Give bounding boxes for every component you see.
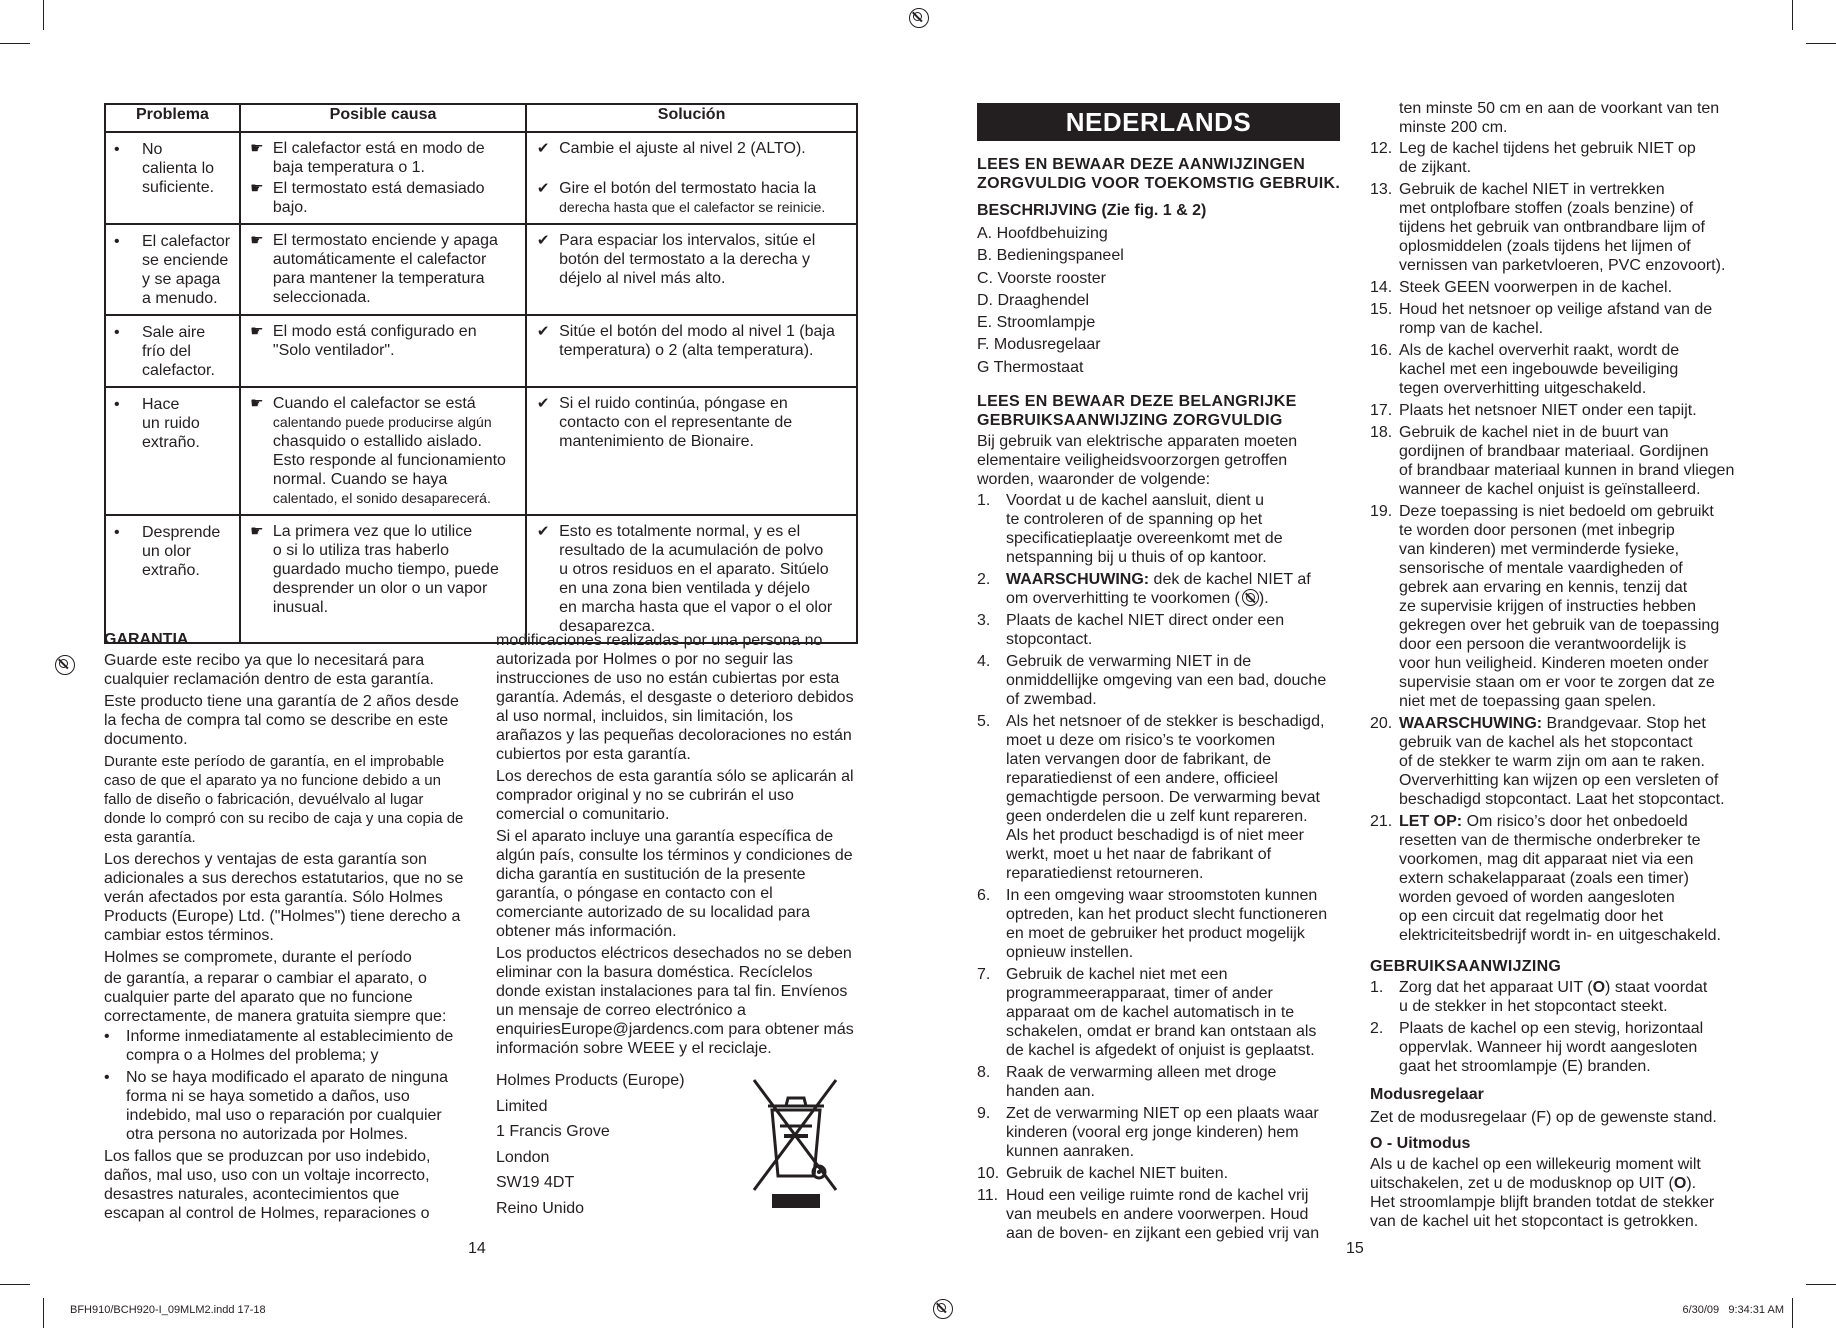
registration-mark-icon <box>909 8 929 28</box>
check-icon: ✔ <box>536 140 550 157</box>
problem-line: a menudo. <box>142 290 218 307</box>
address-line: Reino Unido <box>496 1199 585 1217</box>
table-row <box>105 315 857 387</box>
cause-line: seleccionada. <box>272 289 371 306</box>
item-line: op een circuit dat regelmatig door het <box>1399 908 1664 925</box>
item-line: Als het netsnoer of de stekker is beschadigd, <box>1006 713 1325 731</box>
problem-line: El calefactor <box>142 233 231 250</box>
numbered-item <box>977 886 1345 962</box>
problem-line: se enciende <box>142 252 229 269</box>
check-icon: ✔ <box>536 323 550 340</box>
item-line: schakelen, omdat er brand kan ontstaan als <box>1006 1023 1317 1041</box>
item-line: LET OP: Om risico’s door het onbedoeld <box>1399 813 1688 830</box>
crop-mark <box>43 0 44 30</box>
header-problem: Problema <box>105 104 240 132</box>
description-heading: BESCHRIJVING (Zie fig. 1 & 2) <box>977 202 1207 219</box>
item-number: 19. <box>1370 503 1393 520</box>
language-banner: NEDERLANDS <box>977 103 1340 141</box>
item-line: netspanning bij u thuis of op kantoor. <box>1006 549 1267 567</box>
item-line: Plaats het netsnoer NIET onder een tapijt. <box>1399 402 1697 419</box>
item-number: 4. <box>977 653 991 671</box>
numbered-item <box>1370 714 1740 809</box>
item-line: werkt, moet u het naar de fabrikant of <box>1006 846 1272 864</box>
item-number: 7. <box>977 966 991 984</box>
registration-mark-icon <box>933 1299 953 1319</box>
cause-cell <box>240 515 526 643</box>
cause-line: El termostato está demasiado <box>272 180 485 197</box>
item-line: van meubels en andere voorwerpen. Houd <box>1006 1206 1309 1224</box>
solution-line: temperatura) o 2 (alta temperatura). <box>559 342 814 359</box>
warranty-paragraph: Durante este período de garantía, en el improbable caso de que el aparato ya no funcione debido a un fallo de diseño o fabricación, devuélvalo al lugar donde lo compró con su recibo de caja y una copia de esta garantía. <box>104 753 464 846</box>
weee-bin-icon <box>750 1076 842 1210</box>
solution-line: en marcha hasta que el vapor o el olor <box>559 599 833 616</box>
item-number: 5. <box>977 713 991 731</box>
item-line: reparatiedienst retourneren. <box>1006 865 1204 883</box>
table-row <box>105 224 857 315</box>
item-line: te controleren of de spanning op het <box>1006 511 1263 529</box>
continuation-line: minste 200 cm. <box>1399 119 1508 136</box>
item-line: onmiddellijke omgeving van een bad, douche <box>1006 672 1327 690</box>
problem-line: No <box>142 141 163 158</box>
crop-mark <box>1792 1298 1793 1328</box>
bullet-icon: • <box>114 324 120 341</box>
item-number: 17. <box>1370 402 1393 419</box>
item-line: kunnen aanraken. <box>1006 1143 1135 1161</box>
item-number: 3. <box>977 612 991 630</box>
problem-cell <box>105 132 240 224</box>
check-icon: ✔ <box>536 395 550 412</box>
numbered-item <box>1370 978 1740 1016</box>
numbered-item <box>977 1164 1345 1183</box>
item-line: handen aan. <box>1006 1083 1095 1101</box>
off-mode-text <box>1370 1155 1740 1231</box>
item-line: oplosmiddelen (zoals tijdens het lijmen of <box>1399 238 1691 255</box>
cause-line: calentado, el sonido desaparecerá. <box>272 490 491 506</box>
address-line: London <box>496 1148 550 1166</box>
item-line: Houd het netsnoer op veilige afstand van de <box>1399 301 1713 318</box>
item-line: resetten van de thermische onderbreker te <box>1399 832 1701 849</box>
item-line: of zwembad. <box>1006 691 1097 709</box>
solution-line: Para espaciar los intervalos, sitúe el <box>559 232 816 249</box>
table-row <box>105 132 857 224</box>
problem-cell <box>105 515 240 643</box>
address-line: SW19 4DT <box>496 1174 575 1191</box>
item-line: Gebruik de kachel niet in de buurt van <box>1399 424 1669 441</box>
item-line: Als de kachel oververhit raakt, wordt de <box>1399 342 1680 359</box>
cause-line: inusual. <box>272 599 329 616</box>
cause-line: o si lo utiliza tras haberlo <box>272 542 449 559</box>
mode-text: Zet de modusregelaar (F) op de gewenste stand. <box>1370 1109 1717 1126</box>
problem-line: Sale aire <box>142 324 206 341</box>
header-solution: Solución <box>526 104 857 132</box>
solution-cell <box>526 224 857 315</box>
item-line: gaat het stroomlampje (E) branden. <box>1399 1058 1651 1075</box>
crop-mark <box>43 1298 44 1328</box>
print-timestamp: 6/30/09 9:34:31 AM <box>1682 1304 1784 1316</box>
crop-mark <box>1806 43 1836 44</box>
item-number: 6. <box>977 887 991 905</box>
item-line: met ontplofbare stoffen (zoals benzine) of <box>1399 200 1694 217</box>
cause-cell <box>240 387 526 515</box>
problem-line: un ruido <box>142 415 200 432</box>
item-line: specificatieplaatje overeenkomt met de <box>1006 530 1283 548</box>
pointing-hand-icon: ☛ <box>250 180 264 197</box>
table-row <box>105 387 857 515</box>
text-line: van de kachel uit het stopcontact is getrokken. <box>1370 1213 1699 1230</box>
pointing-hand-icon: ☛ <box>250 523 264 540</box>
solution-cell <box>526 132 857 224</box>
item-line: vernissen van parketvloeren, PVC enzovoort). <box>1399 257 1726 274</box>
numbered-item <box>1370 341 1740 398</box>
item-number: 2. <box>977 571 991 589</box>
warranty-paragraph: Los derechos de esta garantía sólo se aplicarán al comprador original y no se cubrirán el uso comercial o comunitario. <box>496 768 854 823</box>
warranty-paragraph: modificaciones realizadas por una persona no autorizada por Holmes o por no seguir las instrucciones de uso no están cubiertas por esta garantía. Además, el desgaste o deterioro debidos al uso normal, incluidos, sin limitación, los arañazos y las pequeñas decoloraciones no están cubiertos por esta garantía. <box>496 632 854 763</box>
problem-line: calefactor. <box>142 362 215 379</box>
page-number-left: 14 <box>468 1240 486 1257</box>
parts-list <box>977 223 1345 379</box>
item-line: te worden door personen (met inbegrip <box>1399 522 1675 539</box>
item-line: voor hun veiligheid. Kinderen moeten onder <box>1399 655 1709 672</box>
solution-line: botón del termostato a la derecha y <box>559 251 810 268</box>
bullet-icon: • <box>114 524 120 541</box>
item-line: Zorg dat het apparaat UIT (O) staat voordat <box>1399 979 1708 996</box>
item-line: tijdens het gebruik van ontbrandbare lijm of <box>1399 219 1705 236</box>
item-line: door een persoon die verantwoordelijk is <box>1399 636 1687 653</box>
item-number: 16. <box>1370 342 1393 359</box>
item-number: 20. <box>1370 715 1393 732</box>
crop-mark <box>0 1284 30 1285</box>
solution-line: resultado de la acumulación de polvo <box>559 542 824 559</box>
item-number: 8. <box>977 1064 991 1082</box>
registration-mark-icon <box>55 655 75 675</box>
address-line: 1 Francis Grove <box>496 1123 610 1140</box>
part-item: C. Voorste rooster <box>977 269 1106 287</box>
page-number-right: 15 <box>1346 1240 1364 1257</box>
solution-cell <box>526 387 857 515</box>
item-line: tegen oververhitting uitgeschakeld. <box>1399 380 1647 397</box>
problem-line: suficiente. <box>142 179 215 196</box>
part-item: A. Hoofdbehuizing <box>977 225 1108 242</box>
bullet-icon: • <box>114 141 120 158</box>
item-line: gebrek aan ervaring en kennis, tenzij dat <box>1399 579 1688 596</box>
item-line: Gebruik de kachel niet met een <box>1006 966 1228 984</box>
bullet-icon: • <box>114 396 120 413</box>
warranty-bullet: • Informe inmediatamente al establecimiento de compra o a Holmes del problema; y <box>104 1028 454 1064</box>
numbered-item <box>977 965 1345 1060</box>
bullet-icon: • <box>114 233 120 250</box>
warranty-title: GARANTIA <box>104 631 189 648</box>
crop-mark <box>0 43 30 44</box>
pointing-hand-icon: ☛ <box>250 232 264 249</box>
problem-line: y se apaga <box>142 271 221 288</box>
cause-line: para mantener la temperatura <box>272 270 485 287</box>
item-line: programmeerapparaat, timer of ander <box>1006 985 1273 1003</box>
solution-line: Sitúe el botón del modo al nivel 1 (baja <box>559 323 835 340</box>
item-line: reparatiedienst of een andere, officieel <box>1006 770 1278 788</box>
warranty-left-column <box>104 630 464 1223</box>
text-line: Als u de kachel op een willekeurig moment wilt <box>1370 1156 1701 1173</box>
problem-line: Desprende <box>142 524 221 541</box>
important-heading: LEES EN BEWAAR DEZE BELANGRIJKE GEBRUIKSAANWIJZING ZORGVULDIG <box>977 393 1297 430</box>
cause-line: calentando puede producirse algún <box>272 414 492 430</box>
item-line: de kachel is afgedekt of onjuist is geplaatst. <box>1006 1042 1315 1060</box>
item-line: gekregen over het gebruik van de toepassing <box>1399 617 1720 634</box>
numbered-item <box>977 611 1345 649</box>
cause-line: La primera vez que lo utilice <box>272 523 473 540</box>
cause-line: El modo está configurado en <box>272 323 477 340</box>
solution-line: Si el ruido continúa, póngase en <box>559 395 788 412</box>
item-line: sensorische of mentale vaardigheden of <box>1399 560 1683 577</box>
item-line: u de stekker in het stopcontact steekt. <box>1399 998 1668 1015</box>
item-number: 13. <box>1370 181 1393 198</box>
check-icon: ✔ <box>536 523 550 540</box>
item-line: of brandbaar materiaal kunnen in brand vliegen <box>1399 462 1735 479</box>
off-mode-heading: O - Uitmodus <box>1370 1135 1471 1152</box>
item-line: van kinderen) met verminderde fysieke, <box>1399 541 1680 558</box>
cause-line: normal. Cuando se haya <box>272 471 448 488</box>
cause-line: bajo. <box>272 199 308 216</box>
cause-line: El calefactor está en modo de <box>272 140 485 157</box>
item-line: elektriciteitsbedrijf wordt in- en uitgeschakeld. <box>1399 927 1721 944</box>
part-item: B. Bedieningspaneel <box>977 247 1124 265</box>
warranty-paragraph: Los fallos que se produzcan por uso indebido, daños, mal uso, uso con un voltaje incorrecto, desastres naturales, acontecimientos que escapan al control de Holmes, reparaciones o <box>104 1148 431 1222</box>
item-line: voorkomen, mag dit apparaat niet via een <box>1399 851 1694 868</box>
cause-cell <box>240 315 526 387</box>
item-number: 12. <box>1370 140 1393 157</box>
item-line: Plaats de kachel op een stevig, horizontaal <box>1399 1020 1704 1037</box>
address-line: Holmes Products (Europe) <box>496 1072 685 1089</box>
solution-line: Gire el botón del termostato hacia la <box>559 180 817 197</box>
safety-list <box>977 491 1345 1243</box>
numbered-item <box>1370 278 1740 297</box>
item-line: ze supervisie krijgen of instructies hebben <box>1399 598 1697 615</box>
item-line: Deze toepassing is niet bedoeld om gebruikt <box>1399 503 1714 520</box>
cause-line: chasquido o estallido aislado. <box>272 433 482 450</box>
usage-heading: GEBRUIKSAANWIJZING <box>1370 958 1562 975</box>
pointing-hand-icon: ☛ <box>250 395 264 412</box>
troubleshooting-table <box>104 103 858 644</box>
item-line: Als het product beschadigd is of niet meer <box>1006 827 1304 845</box>
item-line: gemachtigde persoon. De verwarming bevat <box>1006 789 1320 807</box>
table-row <box>105 515 857 643</box>
item-line: Zet de verwarming NIET op een plaats waar <box>1006 1105 1319 1123</box>
warranty-paragraph: Este producto tiene una garantía de 2 años desde la fecha de compra tal como se describe en este documento. <box>104 693 459 748</box>
cause-line: automáticamente el calefactor <box>272 251 487 268</box>
item-line: Leg de kachel tijdens het gebruik NIET op <box>1399 140 1696 157</box>
numbered-item <box>1370 180 1740 275</box>
cause-line: Esto responde al funcionamiento <box>272 452 506 469</box>
solution-line: contacto con el representante de <box>559 414 793 431</box>
crop-mark <box>1806 1284 1836 1285</box>
solution-line: derecha hasta que el calefactor se reinicie. <box>559 199 826 215</box>
nl-middle-column <box>977 155 1345 1243</box>
item-number: 21. <box>1370 813 1393 830</box>
item-line: apparaat om de kachel automatisch in te <box>1006 1004 1295 1022</box>
item-line: wanneer de kachel onjuist is geïnstalleerd. <box>1399 481 1701 498</box>
item-line: gordijnen of brandbaar materiaal. Gordijnen <box>1399 443 1709 460</box>
cause-line: desprender un olor o un vapor <box>272 580 488 597</box>
solution-line: déjelo al nivel más alto. <box>559 270 726 287</box>
part-item: D. Draaghendel <box>977 291 1090 309</box>
pointing-hand-icon: ☛ <box>250 140 264 157</box>
continuation-line: ten minste 50 cm en aan de voorkant van ten <box>1399 100 1720 117</box>
warranty-paragraph: de garantía, a reparar o cambiar el aparato, o cualquier parte del aparato que no funcione correctamente, de manera gratuita siempre que: <box>104 970 447 1025</box>
cause-line: guardado mucho tiempo, puede <box>272 561 499 578</box>
problem-line: extraño. <box>142 434 200 451</box>
item-line: Raak de verwarming alleen met droge <box>1006 1064 1277 1082</box>
solution-line: mantenimiento de Bionaire. <box>559 433 754 450</box>
numbered-item <box>977 1104 1345 1161</box>
numbered-item <box>977 570 1345 608</box>
mode-heading: Modusregelaar <box>1370 1086 1484 1103</box>
item-line: supervisie staan om er voor te zorgen dat ze <box>1399 674 1715 691</box>
check-icon: ✔ <box>536 232 550 249</box>
numbered-item <box>977 652 1345 709</box>
problem-line: un olor <box>142 543 191 560</box>
cause-line: Cuando el calefactor se está <box>272 395 476 412</box>
numbered-item <box>1370 502 1740 711</box>
item-number: 14. <box>1370 279 1393 296</box>
no-cover-icon <box>1242 589 1259 606</box>
problem-line: Hace <box>142 396 180 413</box>
problem-cell <box>105 387 240 515</box>
part-item: F. Modusregelaar <box>977 336 1101 354</box>
intro-paragraph: Bij gebruik van elektrische apparaten moeten elementaire veiligheidsvoorzorgen getroffen worden, waaronder de volgende: <box>977 433 1298 489</box>
item-line: laten vervangen door de fabrikant, de <box>1006 751 1272 769</box>
item-number: 10. <box>977 1165 1000 1183</box>
numbered-item <box>1370 139 1740 177</box>
text-line: uitschakelen, zet u de modusknop op UIT (O). <box>1370 1175 1697 1192</box>
header-cause: Posible causa <box>240 104 526 132</box>
item-number: 2. <box>1370 1020 1384 1037</box>
item-line: stopcontact. <box>1006 631 1093 649</box>
solution-cell <box>526 515 857 643</box>
item-line: kachel met een ingebouwde beveiliging <box>1399 361 1679 378</box>
item-line: Oververhitting kan wijzen op een versleten of <box>1399 772 1719 789</box>
usage-list <box>1370 978 1740 1076</box>
item-line: opnieuw instellen. <box>1006 944 1134 962</box>
item-line: worden gevoed of worden aangesloten <box>1399 889 1675 906</box>
numbered-item <box>977 1063 1345 1101</box>
numbered-item <box>1370 1019 1740 1076</box>
item-line: optreden, kan het product slecht functioneren <box>1006 906 1328 924</box>
nl-right-column <box>1370 99 1740 1231</box>
item-line: Steek GEEN voorwerpen in de kachel. <box>1399 279 1673 296</box>
item-line: oppervlak. Wanneer hij wordt aangesloten <box>1399 1039 1698 1056</box>
item-line: gebruik van de kachel als het stopcontact <box>1399 734 1693 751</box>
cause-line: "Solo ventilador". <box>272 342 395 359</box>
warranty-paragraph: Holmes se compromete, durante el período <box>104 949 412 966</box>
item-line: om oververhitting te voorkomen ( ). <box>1006 590 1269 608</box>
part-item: E. Stroomlampje <box>977 314 1096 332</box>
problem-line: extraño. <box>142 562 200 579</box>
item-line: In een omgeving waar stroomstoten kunnen <box>1006 887 1318 905</box>
cause-line: baja temperatura o 1. <box>272 159 425 176</box>
item-line: Plaats de kachel NIET direct onder een <box>1006 612 1285 630</box>
item-number: 1. <box>977 492 991 510</box>
warranty-bullet: • No se haya modificado el aparato de ninguna forma ni se haya sometido a daños, uso indebido, mal uso o reparación por cualquier otra persona no autorizada por Holmes. <box>104 1069 448 1143</box>
item-number: 11. <box>977 1187 999 1205</box>
check-icon: ✔ <box>536 180 550 197</box>
item-line: romp van de kachel. <box>1399 320 1544 337</box>
item-line: aan de boven- en zijkant een gebied vrij van <box>1006 1225 1320 1243</box>
item-number: 15. <box>1370 301 1393 318</box>
item-line: Gebruik de kachel NIET buiten. <box>1006 1165 1229 1183</box>
numbered-item <box>977 491 1345 567</box>
solution-line: desaparezca. <box>559 618 656 635</box>
warranty-paragraph: Guarde este recibo ya que lo necesitará para cualquier reclamación dentro de esta garantía. <box>104 652 434 688</box>
item-line: de zijkant. <box>1399 159 1472 176</box>
problem-line: frío del <box>142 343 191 360</box>
item-number: 1. <box>1370 979 1384 996</box>
problem-cell <box>105 315 240 387</box>
solution-line: Cambie el ajuste al nivel 2 (ALTO). <box>559 140 806 157</box>
item-line: kinderen (vooral erg jonge kinderen) hem <box>1006 1124 1299 1142</box>
warranty-paragraph: Los derechos y ventajas de esta garantía son adicionales a sus derechos estatutarios, que no se verán afectados por esta garantía. Sólo Holmes Products (Europe) Ltd. ("Holmes") tiene derecho a cambiar estos términos. <box>104 851 464 944</box>
solution-line: en una zona bien ventilada y déjelo <box>559 580 810 597</box>
item-line: Houd een veilige ruimte rond de kachel vrij <box>1006 1187 1309 1205</box>
item-line: niet met de toepassing gaan spelen. <box>1399 693 1657 710</box>
item-line: geen onderdelen die u zelf kunt repareren. <box>1006 808 1308 826</box>
cause-line: El termostato enciende y apaga <box>272 232 498 249</box>
problem-cell <box>105 224 240 315</box>
pointing-hand-icon: ☛ <box>250 323 264 340</box>
safety-item-continuation <box>1370 99 1740 137</box>
item-line: WAARSCHUWING: Brandgevaar. Stop het <box>1399 715 1706 732</box>
numbered-item <box>1370 300 1740 338</box>
solution-line: u otros residuos en el aparato. Sitúelo <box>559 561 829 578</box>
warranty-paragraph: Si el aparato incluye una garantía específica de algún país, consulte los términos y condiciones de dicha garantía en sustitución de la presente garantía, o póngase en contacto con el comerciante autorizado de su localidad para obtener más información. <box>496 828 853 940</box>
crop-mark <box>1792 0 1793 30</box>
numbered-item <box>977 712 1345 883</box>
cause-cell <box>240 132 526 224</box>
problem-line: calienta lo <box>142 160 215 177</box>
cause-cell <box>240 224 526 315</box>
item-line: beschadigd stopcontact. Laat het stopcontact. <box>1399 791 1725 808</box>
numbered-item <box>977 1186 1345 1243</box>
item-line: Voordat u de kachel aansluit, dient u <box>1006 492 1264 510</box>
item-line: of de stekker te warm zijn om aan te raken. <box>1399 753 1705 770</box>
solution-cell <box>526 315 857 387</box>
address-line: Limited <box>496 1097 548 1115</box>
solution-line: Esto es totalmente normal, y es el <box>559 523 801 540</box>
numbered-item <box>1370 423 1740 499</box>
item-number: 18. <box>1370 424 1393 441</box>
safety-list <box>1370 139 1740 945</box>
warranty-paragraph: Los productos eléctricos desechados no se deben eliminar con la basura doméstica. Recíclelos donde existan instalaciones para tal fin. Envíenos un mensaje de correo electrónico a enquiriesEurope@jardencs.com para obtener más información sobre WEEE y el reciclaje. <box>496 945 854 1057</box>
numbered-item <box>1370 812 1740 945</box>
item-line: WAARSCHUWING: dek de kachel NIET af <box>1006 571 1311 589</box>
numbered-item <box>1370 401 1740 420</box>
item-number: 9. <box>977 1105 991 1123</box>
item-line: en moet de gebruiker het product mogelijk <box>1006 925 1305 943</box>
item-line: moet u deze om risico’s te voorkomen <box>1006 732 1276 750</box>
item-line: Gebruik de kachel NIET in vertrekken <box>1399 181 1665 198</box>
text-line: Het stroomlampje blijft branden totdat de stekker <box>1370 1194 1715 1211</box>
read-keep-heading: LEES EN BEWAAR DEZE AANWIJZINGEN ZORGVULDIG VOOR TOEKOMSTIG GEBRUIK. <box>977 156 1341 192</box>
part-item: G Thermostaat <box>977 358 1084 376</box>
item-line: extern schakelapparaat (zoals een timer) <box>1399 870 1689 887</box>
item-line: Gebruik de verwarming NIET in de <box>1006 653 1252 671</box>
file-slug: BFH910/BCH920-I_09MLM2.indd 17-18 <box>70 1304 266 1316</box>
